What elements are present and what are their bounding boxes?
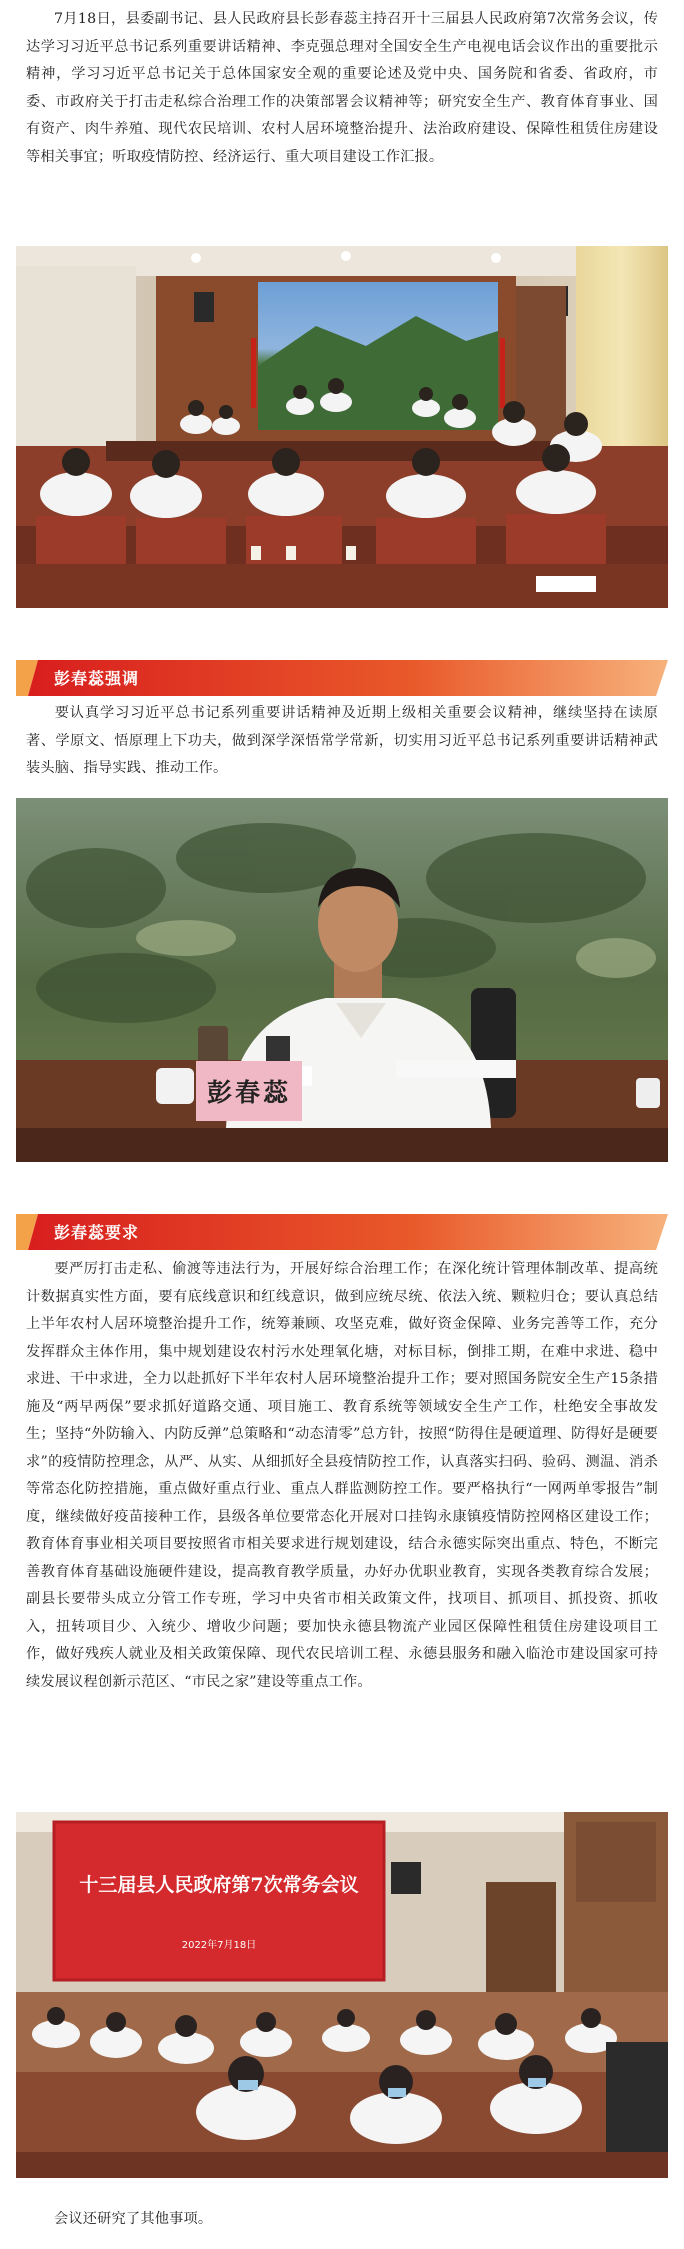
section2-paragraph: 要严厉打击走私、偷渡等违法行为，开展好综合治理工作；在深化统计管理体制改革、提高统计数据真实性方面，要有底线意识和红线意识，做到应统尽统、依法入统、颗粒归仓；要认真总结上半年农村人居环境整治提升工作，统筹兼顾、攻坚克难，做好资金保障、业务完善等工作，充分发挥群众主体作用，集中规划建设农村污水处理氧化塘，对标目标，倒排工期，在难中求进、稳中求进、干中求进，全力以赴抓好下半年农村人居环境整治提升工作；要对照国务院安全生产15条措施及“两早两保”要求抓好道路交通、项目施工、教育系统等领域安全生产工作，杜绝安全事故发生；坚持“外防输入、内防反弹”总策略和“动态清零”总方针，按照“防得住是硬道理、防得好是硬要求”的疫情防控理念，从严、从实、从细抓好全县疫情防控工作，认真落实扫码、验码、测温、消杀等常态化防控措施，重点做好重点行业、重点人群监测防控工作。要严格执行“一网两单零报告”制度，继续做好疫苗接种工作，县级各单位要常态化开展对口挂钩永康镇疫情防控网格区建设工作；教育体育事业相关项目要按照省市相关要求进行规划建设，结合永德实际突出重点、特色，不断完善教育体育基础设施硬件建设，提高教育教学质量，办好办优职业教育，实现各类教育综合发展；副县长要带头成立分管工作专班，学习中央省市相关政策文件，找项目、抓项目、抓投资、抓收入，扭转项目少、入统少、增收少问题；要加快永德县物流产业园区保障性租赁住房建设项目工作，做好残疾人就业及相关政策保障、现代农民培训工程、永德县服务和融入临沧市建设国家可持续发展议程创新示范区、“市民之家”建设等重点工作。 [26, 1261, 658, 1690]
nameplate [196, 1061, 302, 1121]
screen-date: 2022年7月18日 [181, 1940, 257, 1951]
section1-paragraph: 要认真学习习近平总书记系列重要讲话精神及近期上级相关重要会议精神，继续坚持在读原著、学原文、悟原理上下功夫，做到深学深悟常学常新，切实用习近平总书记系列重要讲话精神武装头脑、指导实践、推动工作。 [26, 705, 658, 776]
section-heading-2: 彭春蕊要求 [54, 1223, 140, 1242]
intro-paragraph: 7月18日，县委副书记、县人民政府县长彭春蕊主持召开十三届县人民政府第7次常务会议，传达学习习近平总书记系列重要讲话精神、李克强总理对全国安全生产电视电话会议作出的重要批示精神，学习习近平总书记关于总体国家安全观的重要论述及党中央、国务院和省委、省政府，市委、市政府关于打击走私综合治理工作的决策部署会议精神等；研究安全生产、教育体育事业、国有资产、肉牛养殖、现代农民培训、农村人居环境整治提升、法治政府建设、保障性租赁住房建设等相关事宜；听取疫情防控、经济运行、重大项目建设工作汇报。 [26, 11, 658, 165]
closing-paragraph: 会议还研究了其他事项。 [54, 2211, 213, 2227]
meeting-screen-photo [16, 1812, 668, 2178]
speaker-photo [16, 798, 668, 1162]
nameplate-text: 彭春蕊 [206, 1078, 291, 1107]
section-heading-banner-1 [16, 660, 668, 696]
screen-title: 十三届县人民政府第7次常务会议 [79, 1874, 359, 1896]
section-heading-1: 彭春蕊强调 [54, 669, 140, 688]
section-heading-banner-2 [16, 1214, 668, 1250]
meeting-room-photo [16, 246, 668, 608]
